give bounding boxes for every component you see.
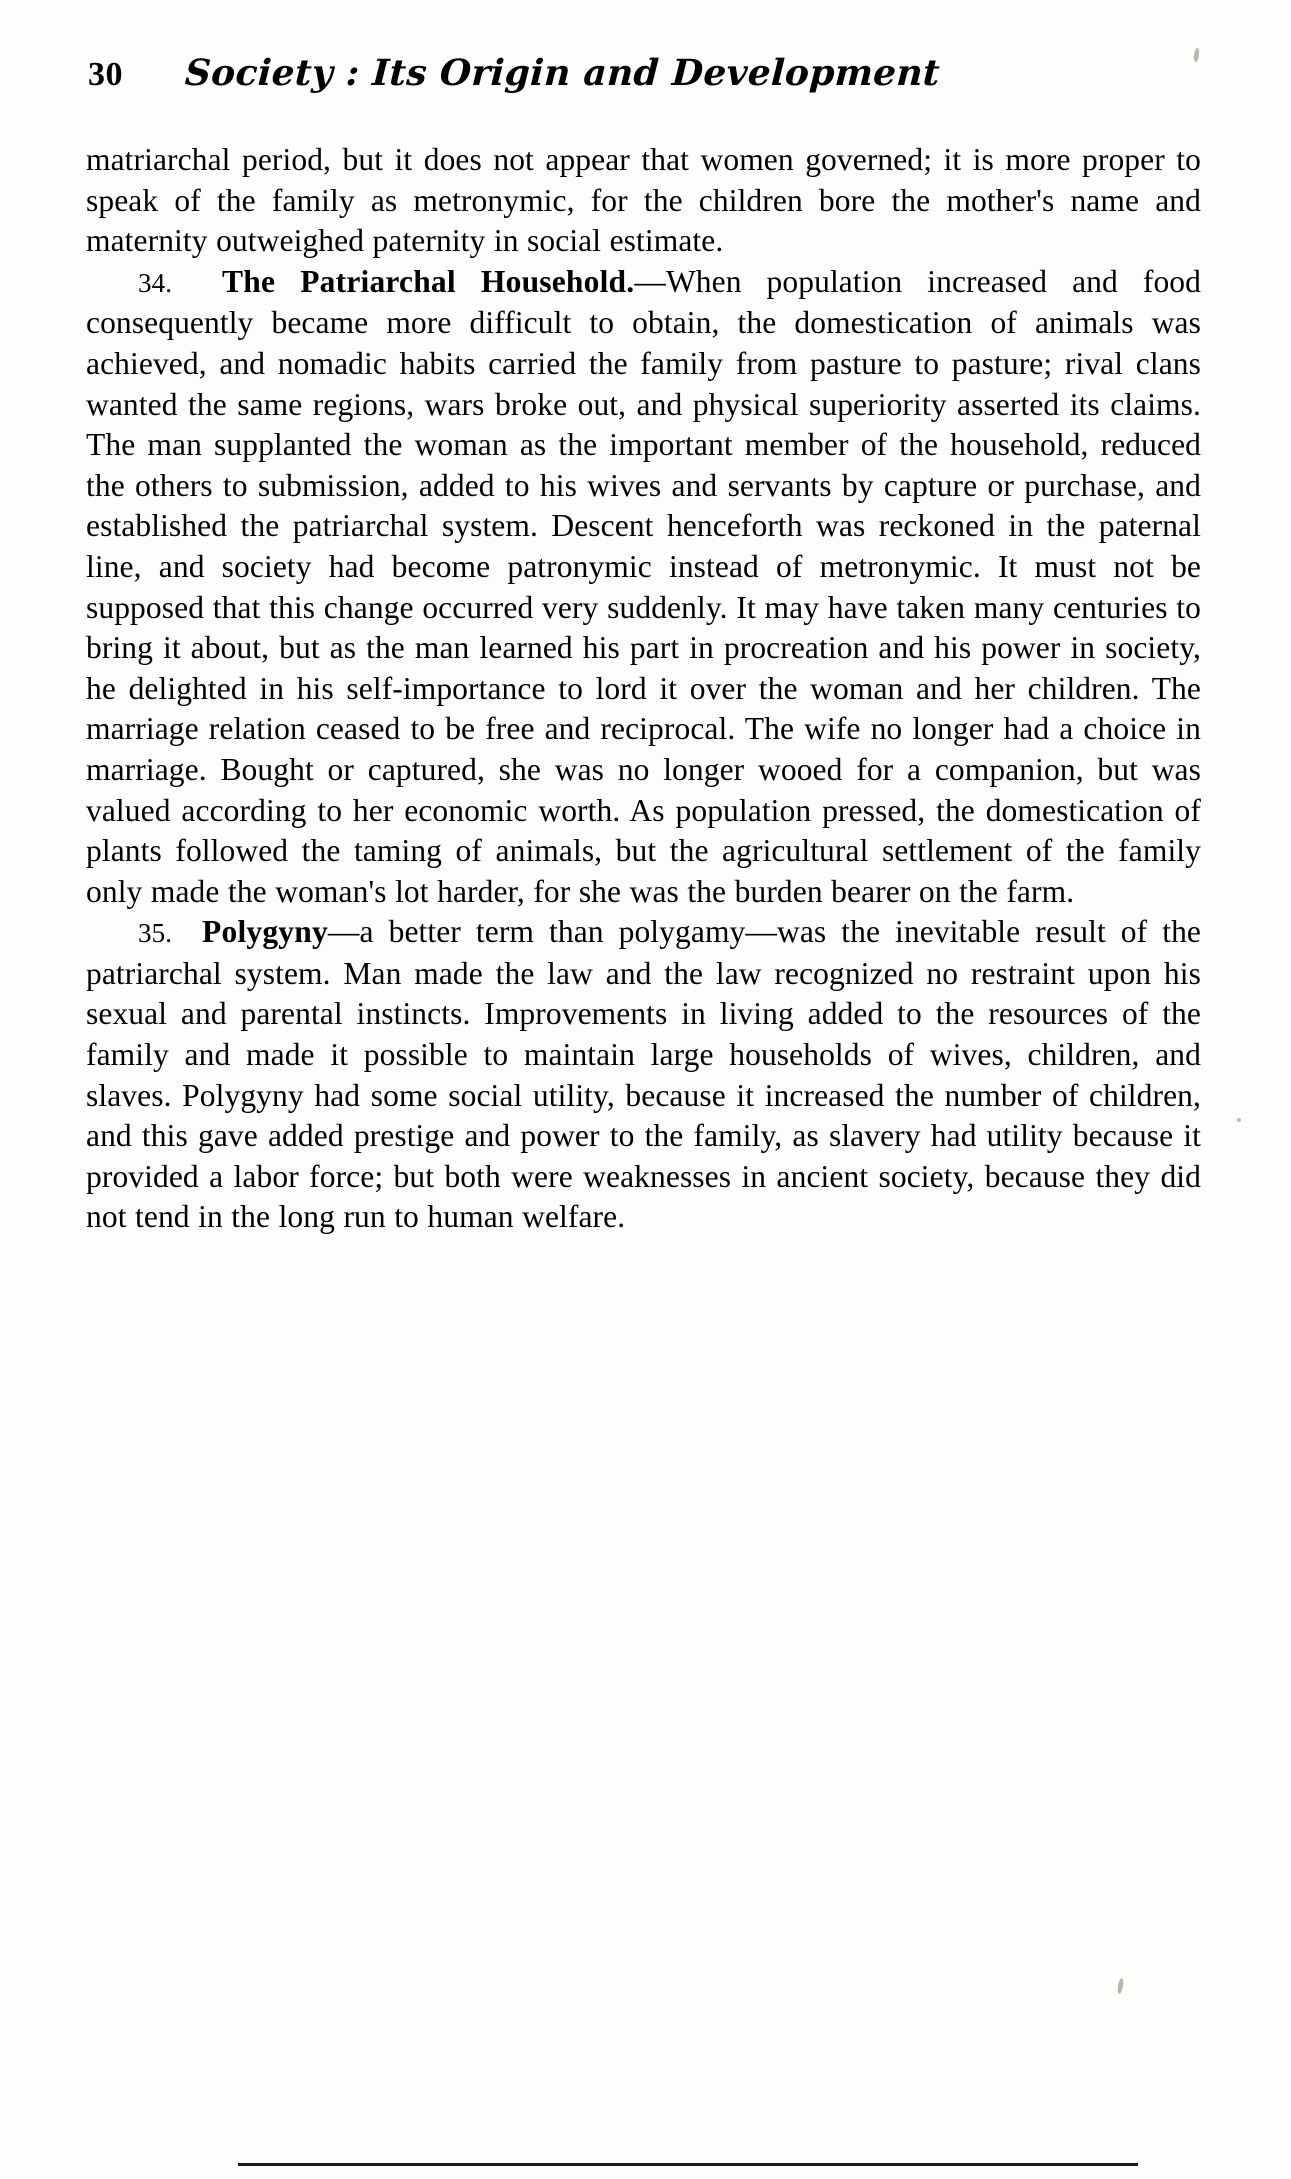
- footer-rule: [238, 2163, 1138, 2166]
- page-header: [88, 52, 1208, 108]
- paragraph-patriarchal-household: [86, 262, 1201, 913]
- paragraph-polygyny: [86, 912, 1201, 1238]
- paragraph-continued: [86, 140, 1201, 262]
- paragraph-text: matriarchal period, but it does not appear that women governed; it is more proper to speak of the family as metronymic, for the children bore the mother's name and maternity outweighed paternity in social estimate.: [86, 142, 1201, 259]
- running-title: Society : Its Origin and Development: [183, 52, 941, 94]
- section-title: Polygyny: [202, 914, 328, 950]
- scan-speck: [1237, 1118, 1241, 1122]
- body-text-column: [86, 140, 1201, 1238]
- scan-speck: [1117, 1978, 1125, 1995]
- paragraph-text: —a better term than polygamy—was the inevitable result of the patriarchal system. Man made the law and the law recognized no restraint upon his sexual and parental instincts. Improvements in living added to the resources of the family and made it possible to maintain large households of wives, children, and slaves. Polygyny had some social utility, because it increased the number of children, and this gave added prestige and power to the family, as slavery had utility because it provided a labor force; but both were weaknesses in ancient society, because they did not tend in the long run to human welfare.: [86, 914, 1202, 1235]
- section-title: The Patriarchal Household.: [222, 263, 635, 299]
- section-number: 35.: [138, 918, 173, 949]
- section-number: 34.: [138, 267, 173, 298]
- page-number: 30: [88, 56, 123, 93]
- paragraph-text: —When population increased and food consequently became more difficult to obtain, the domestication of animals was achieved, and nomadic habits carried the family from pasture to pasture; rival clans wanted the same regions, wars broke out, and physical superiority asserted its claims. The man supplanted the woman as the important member of the household, reduced the others to submission, added to his wives and servants by capture or purchase, and established the patriarchal system. Descent henceforth was reckoned in the paternal line, and society had become patronymic instead of metronymic. It must not be supposed that this change occurred very suddenly. It may have taken many centuries to bring it about, but as the man learned his part in procreation and his power in society, he delighted in his self-importance to lord it over the woman and her children. The marriage relation ceased to be free and reciprocal. The wife no longer had a choice in marriage. Bought or captured, she was no longer wooed for a companion, but was valued according to her economic worth. As population pressed, the domestication of plants followed the taming of animals, but the agricultural settlement of the family only made the woman's lot harder, for she was the burden bearer on the farm.: [86, 263, 1201, 909]
